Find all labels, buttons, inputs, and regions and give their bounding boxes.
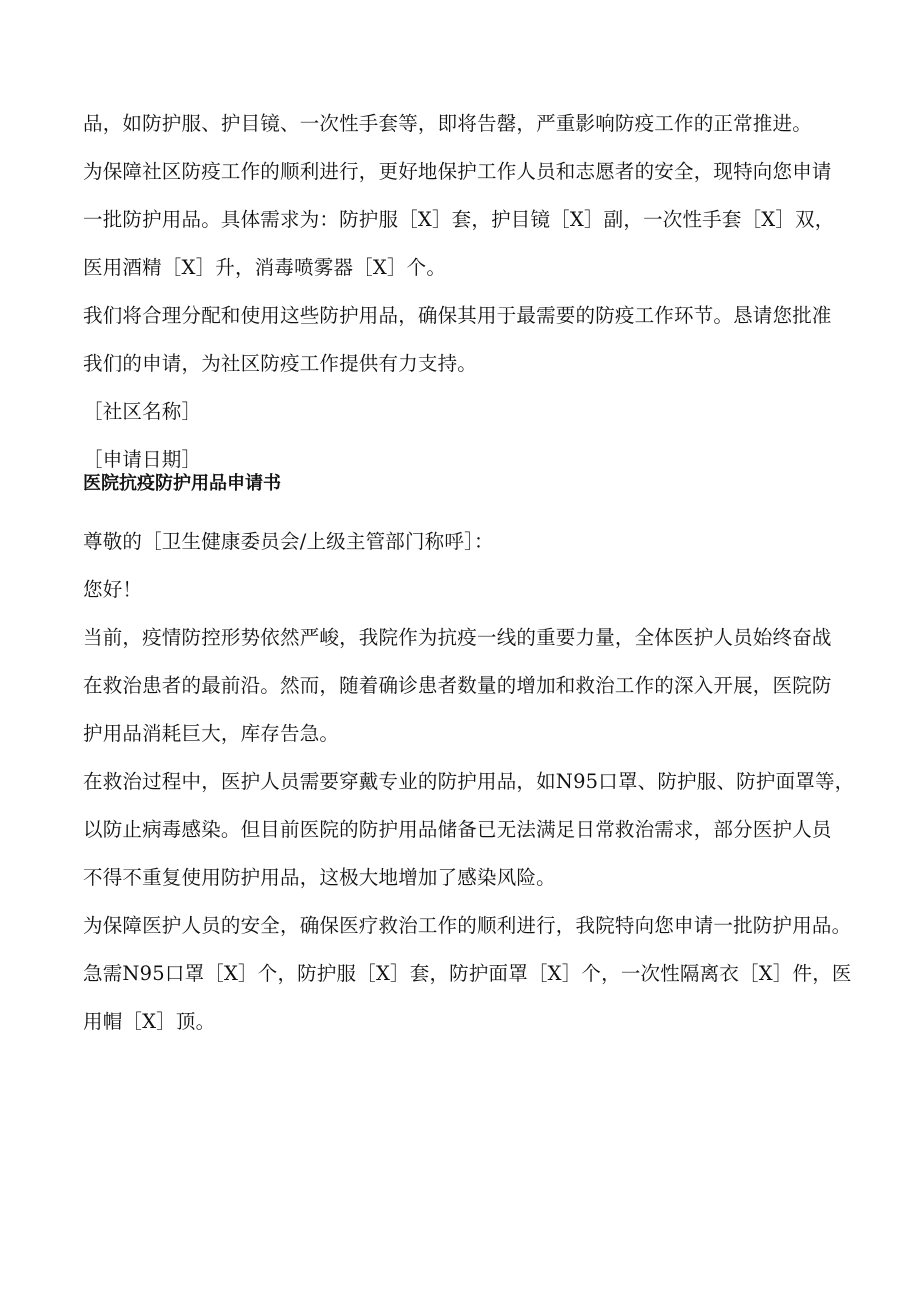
body-line: 不得不重复使用防护用品，这极大地增加了感染风险。 (83, 866, 556, 889)
body-line: 一批防护用品。具体需求为：防护服［X］套，护目镜［X］副，一次性手套［X］双， (83, 208, 835, 231)
body-line: 护用品消耗巨大，库存告急。 (83, 722, 340, 745)
body-line: 为保障医护人员的安全，确保医疗救治工作的顺利进行，我院特向您申请一批防护用品。 (83, 914, 852, 937)
salutation-line: 尊敬的［卫生健康委员会/上级主管部门称呼］： (83, 530, 494, 553)
body-line: 医用酒精［X］升，消毒喷雾器［X］个。 (83, 256, 447, 279)
body-line: 我们将合理分配和使用这些防护用品，确保其用于最需要的防疫工作环节。恳请您批准 (83, 304, 832, 327)
body-line: 为保障社区防疫工作的顺利进行，更好地保护工作人员和志愿者的安全，现特向您申请 (83, 160, 832, 183)
body-line: 急需N95口罩［X］个，防护服［X］套，防护面罩［X］个，一次性隔离衣［X］件，医 (83, 962, 852, 985)
community-name-placeholder: ［社区名称］ (83, 400, 202, 423)
section-title: 医院抗疫防护用品申请书 (83, 473, 281, 494)
body-line: 用帽［X］顶。 (83, 1010, 216, 1033)
greeting-line: 您好！ (83, 578, 143, 601)
body-line: 以防止病毒感染。但目前医院的防护用品储备已无法满足日常救治需求，部分医护人员 (83, 818, 832, 841)
body-line: 我们的申请，为社区防疫工作提供有力支持。 (83, 352, 478, 375)
body-line: 在救治患者的最前沿。然而，随着确诊患者数量的增加和救治工作的深入开展，医院防 (83, 674, 832, 697)
body-line: 当前，疫情防控形势依然严峻，我院作为抗疫一线的重要力量，全体医护人员始终奋战 (83, 626, 832, 649)
body-line: 品，如防护服、护目镜、一次性手套等，即将告罄，严重影响防疫工作的正常推进。 (83, 112, 812, 135)
application-date-placeholder: ［申请日期］ (83, 448, 202, 471)
body-line: 在救治过程中，医护人员需要穿戴专业的防护用品，如N95口罩、防护服、防护面罩等， (83, 770, 855, 793)
